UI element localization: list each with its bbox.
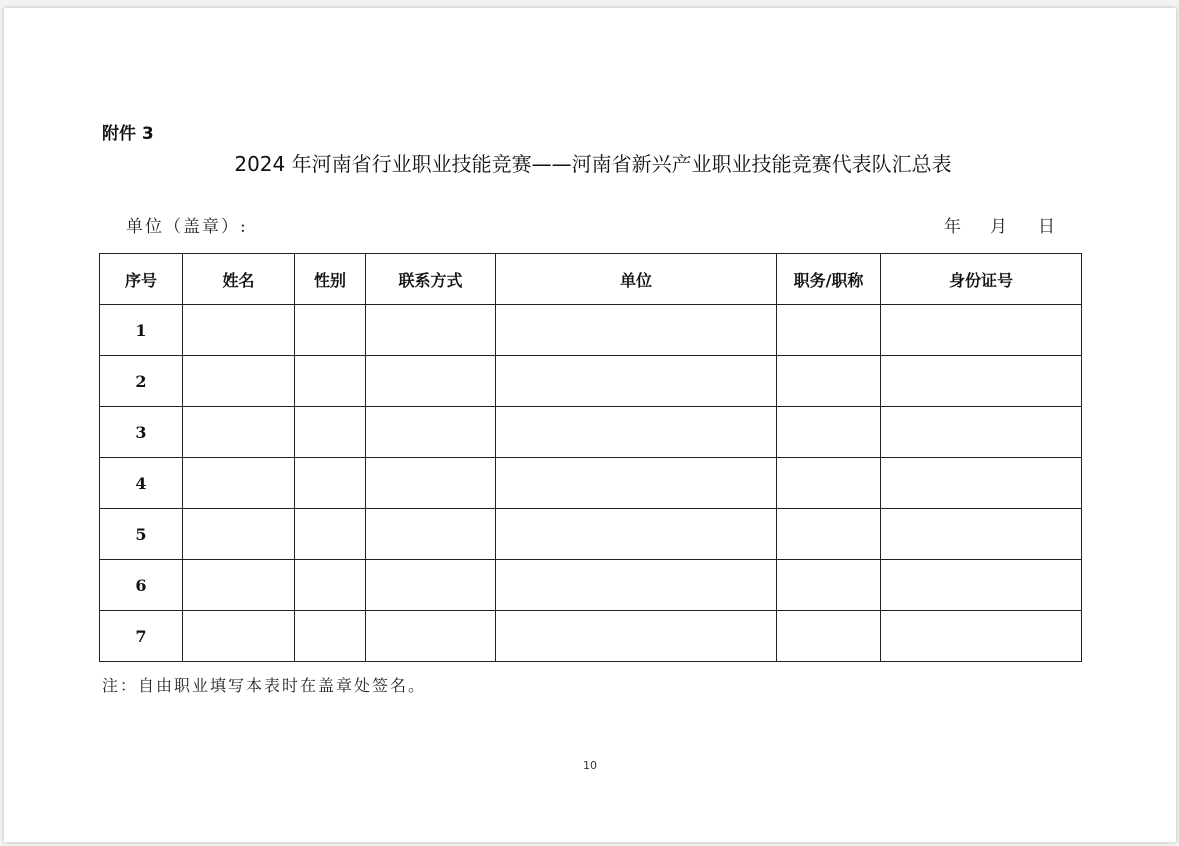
table-row [100, 407, 1082, 458]
header-unit: 单位 [496, 254, 777, 305]
name-cell [183, 458, 295, 509]
row-index-cell: 4 [100, 458, 183, 509]
unit-cell [496, 458, 777, 509]
contact-cell [366, 509, 496, 560]
unit-cell [496, 407, 777, 458]
gender-cell [295, 560, 366, 611]
contact-cell [366, 356, 496, 407]
contact-cell [366, 560, 496, 611]
name-cell [183, 611, 295, 662]
header-position: 职务/职称 [777, 254, 881, 305]
document-page [4, 8, 1176, 842]
row-index-cell: 3 [100, 407, 183, 458]
position-cell [777, 305, 881, 356]
footnote: 注：自由职业填写本表时在盖章处签名。 [102, 676, 427, 695]
header-gender: 性别 [295, 254, 366, 305]
name-cell [183, 509, 295, 560]
id-number-cell [881, 611, 1082, 662]
header-index: 序号 [100, 254, 183, 305]
header-id-number: 身份证号 [881, 254, 1082, 305]
name-cell [183, 407, 295, 458]
id-number-cell [881, 560, 1082, 611]
name-cell [183, 356, 295, 407]
gender-cell [295, 305, 366, 356]
document-title: 2024 年河南省行业职业技能竞赛——河南省新兴产业职业技能竞赛代表队汇总表 [234, 152, 952, 176]
unit-cell [496, 560, 777, 611]
date-day-label: 日 [1038, 217, 1055, 237]
row-index-cell: 1 [100, 305, 183, 356]
unit-seal-label: 单位（盖章）: [126, 217, 248, 237]
id-number-cell [881, 356, 1082, 407]
gender-cell [295, 407, 366, 458]
position-cell [777, 458, 881, 509]
position-cell [777, 407, 881, 458]
position-cell [777, 356, 881, 407]
unit-cell [496, 305, 777, 356]
team-summary-table [99, 253, 1082, 662]
contact-cell [366, 458, 496, 509]
gender-cell [295, 356, 366, 407]
gender-cell [295, 458, 366, 509]
gender-cell [295, 509, 366, 560]
contact-cell [366, 611, 496, 662]
table-row [100, 305, 1082, 356]
unit-cell [496, 356, 777, 407]
name-cell [183, 560, 295, 611]
row-index-cell: 2 [100, 356, 183, 407]
row-index-cell: 6 [100, 560, 183, 611]
id-number-cell [881, 458, 1082, 509]
page-number: 10 [583, 759, 597, 772]
position-cell [777, 611, 881, 662]
name-cell [183, 305, 295, 356]
header-contact: 联系方式 [366, 254, 496, 305]
attachment-label: 附件 3 [102, 124, 154, 144]
unit-cell [496, 611, 777, 662]
id-number-cell [881, 509, 1082, 560]
contact-cell [366, 407, 496, 458]
table-row [100, 509, 1082, 560]
table-header-row [100, 254, 1082, 305]
position-cell [777, 509, 881, 560]
date-year-label: 年 [944, 217, 961, 237]
table-row [100, 611, 1082, 662]
id-number-cell [881, 305, 1082, 356]
header-name: 姓名 [183, 254, 295, 305]
date-month-label: 月 [990, 217, 1007, 237]
row-index-cell: 7 [100, 611, 183, 662]
unit-cell [496, 509, 777, 560]
row-index-cell: 5 [100, 509, 183, 560]
date-line [944, 212, 1055, 237]
gender-cell [295, 611, 366, 662]
table-row [100, 458, 1082, 509]
contact-cell [366, 305, 496, 356]
position-cell [777, 560, 881, 611]
table-row [100, 356, 1082, 407]
table-row [100, 560, 1082, 611]
id-number-cell [881, 407, 1082, 458]
